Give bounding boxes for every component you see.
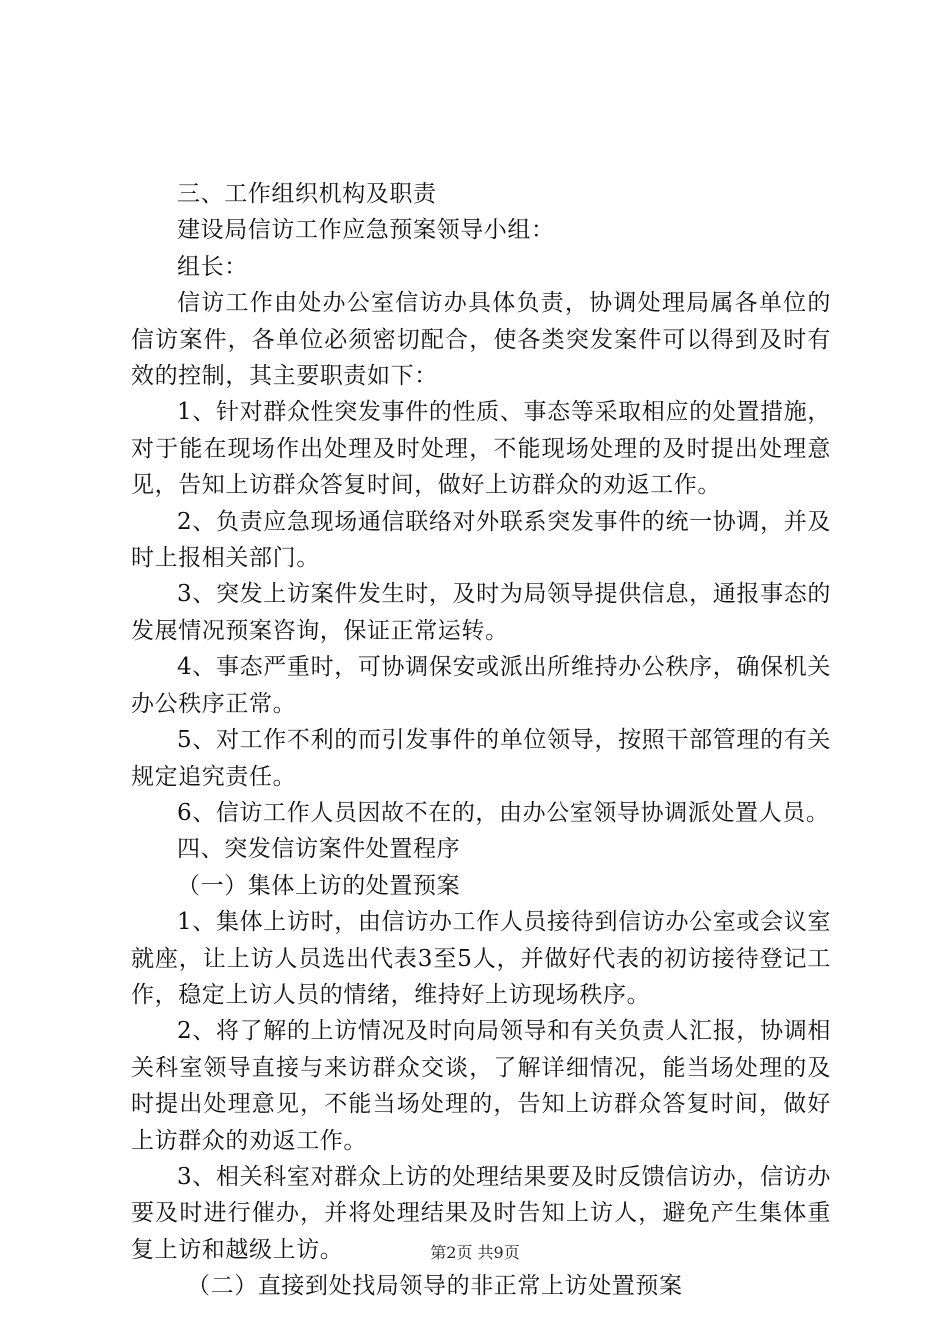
procedure-item-1: 1、集体上访时，由信访办工作人员接待到信访办公室或会议室就座，让上访人员选出代表3至5人，并做好代表的初访接待登记工作，稳定上访人员的情绪，维持好上访现场秩序。 (131, 909, 831, 1008)
duty-item-1: 1、针对群众性突发事件的性质、事态等采取相应的处置措施，对于能在现场作出处理及时处理，不能现场处理的及时提出处理意见，告知上访群众答复时间，做好上访群众的劝返工作。 (131, 399, 831, 499)
duty-item-4: 4、事态严重时，可协调保安或派出所维持办公秩序，确保机关办公秩序正常。 (131, 654, 831, 717)
responsibility-intro: 信访工作由处办公室信访办具体负责，协调处理局属各单位的信访案件，各单位必须密切配合，使各类突发案件可以得到及时有效的控制，其主要职责如下： (131, 290, 831, 390)
document-body (131, 176, 831, 1305)
duty-item-2: 2、负责应急现场通信联络对外联系突发事件的统一协调，并及时上报相关部门。 (131, 508, 831, 572)
section-heading-procedure: 四、突发信访案件处置程序 (177, 836, 461, 863)
duty-item-3: 3、突发上访案件发生时，及时为局领导提供信息，通报事态的发展情况预案咨询，保证正常运转。 (131, 581, 831, 644)
procedure-item-3: 3、相关科室对群众上访的处理结果要及时反馈信访办，信访办要及时进行催办，并将处理结果及时告知上访人，避免产生集体重复上访和越级上访。 (131, 1163, 831, 1263)
procedure-item-2: 2、将了解的上访情况及时向局领导和有关负责人汇报，协调相关科室领导直接与来访群众交谈，了解详细情况，能当场处理的及时提出处理意见，不能当场处理的，告知上访群众答复时间，做好上访群众的劝返工作。 (131, 1018, 831, 1154)
leadership-group-title: 建设局信访工作应急预案领导小组： (177, 217, 555, 244)
subsection-heading-abnormal-petition: （二）直接到处找局领导的非正常上访处置预案 (187, 1273, 683, 1300)
page-number-footer: 第2页 共9页 (430, 1243, 520, 1262)
subsection-heading-collective-petition: （一）集体上访的处置预案 (177, 872, 461, 899)
duty-item-6: 6、信访工作人员因故不在的，由办公室领导协调派处置人员。 (177, 799, 830, 826)
duty-item-5: 5、对工作不利的而引发事件的单位领导，按照干部管理的有关规定追究责任。 (131, 727, 831, 790)
group-leader-line: 组长： (177, 253, 248, 280)
section-heading-organization: 三、工作组织机构及职责 (177, 181, 437, 207)
